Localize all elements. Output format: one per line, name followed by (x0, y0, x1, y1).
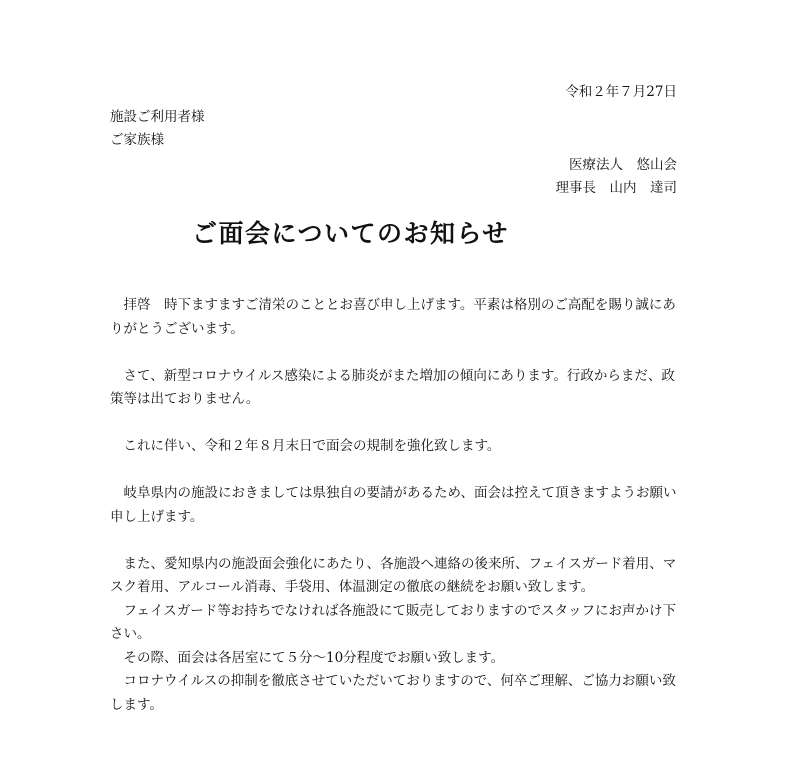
recipient-families: ご家族様 (110, 132, 164, 148)
paragraph-greeting: 拝啓 時下ますますご清栄のこととお喜び申し上げます。平素は格別のご高配を賜り誠にありがとうございます。 (110, 297, 676, 337)
paragraph-spacer (110, 529, 682, 553)
document-body (110, 294, 682, 717)
document-title: ご面会についてのお知らせ (192, 219, 509, 248)
paragraph-situation: さて、新型コロナウイルス感染による肺炎がまた増加の傾向にあります。行政からまだ、政策等は出ておりません。 (110, 367, 675, 407)
paragraph-visit-duration: その際、面会は各居室にて５分〜10分程度でお願い致します。 (123, 649, 505, 666)
paragraph-spacer (110, 412, 682, 436)
sender-block (556, 154, 678, 200)
sender-representative: 理事長 山内 達司 (555, 180, 677, 196)
paragraph-spacer (110, 341, 682, 365)
recipients-block (110, 106, 205, 152)
paragraph-gifu: 岐阜県内の施設におきましては県独自の要請があるため、面会は控えて頂きますようお願い申し上げます。 (110, 485, 677, 525)
document-date: 令和２年７月27日 (565, 84, 677, 100)
paragraph-aichi: また、愛知県内の施設面会強化にあたり、各施設へ連絡の後来所、フェイスガード着用、マスク着用、アルコール消毒、手袋用、体温測定の徹底の継続をお願い致します。 (110, 555, 677, 595)
paragraph-spacer (110, 459, 682, 483)
recipient-facility-users: 施設ご利用者様 (110, 109, 205, 125)
paragraph-faceguard: フェイスガード等お持ちでなければ各施設にて販売しておりますのでスタッフにお声かけ下さい。 (110, 602, 677, 642)
paragraph-closing: コロナウイルスの抑制を徹底させていただいておりますので、何卒ご理解、ご協力お願い致します。 (110, 673, 676, 713)
sender-organization: 医療法人 悠山会 (569, 157, 677, 173)
paragraph-announcement: これに伴い、令和２年８月末日で面会の規制を強化致します。 (123, 438, 501, 454)
